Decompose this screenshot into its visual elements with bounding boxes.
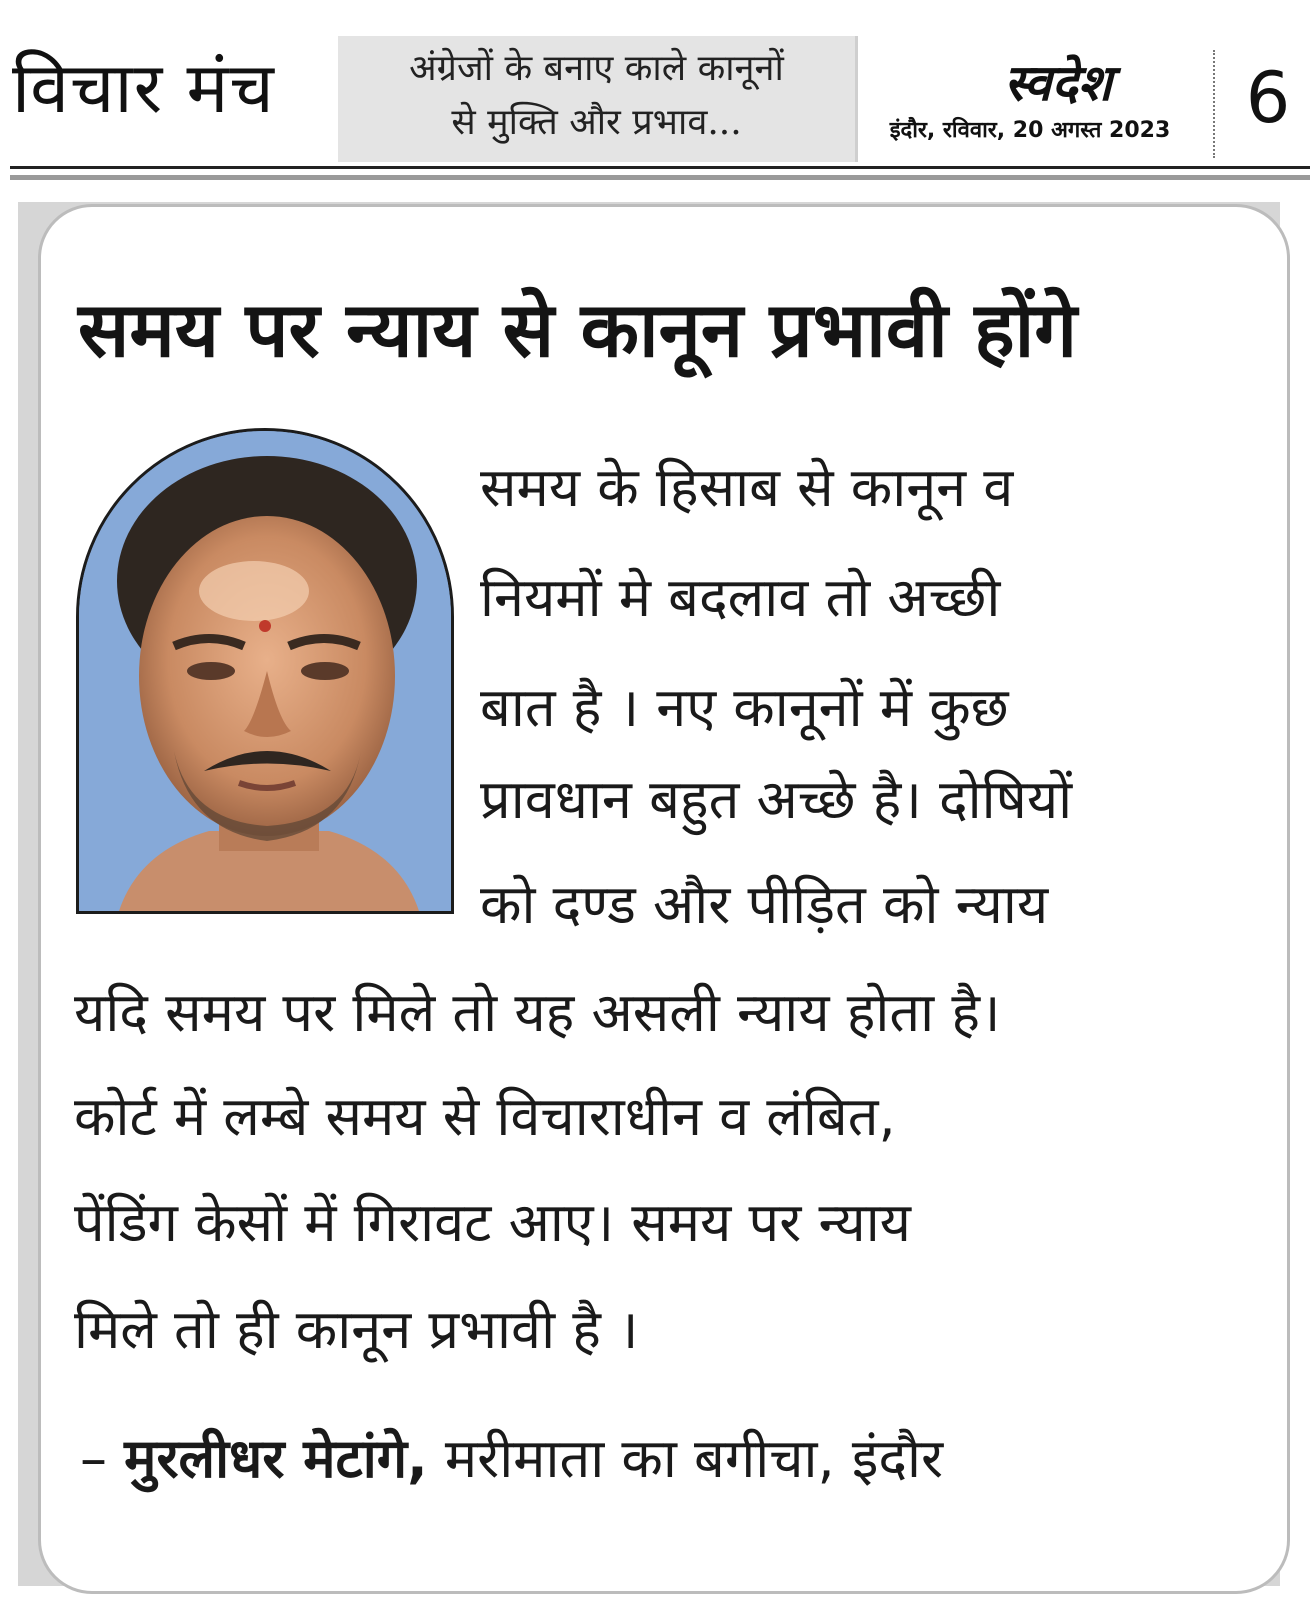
newspaper-logo [948,52,1168,110]
teaser-box[interactable] [338,36,858,162]
teaser-line: से मुक्ति और प्रभाव... [451,102,742,143]
logo-text: स्वदेश [1004,54,1112,110]
article-body-line: यदि समय पर मिले तो यह असली न्याय होता है। [74,981,1001,1044]
article-body-line: बात है । नए कानूनों में कुछ [480,676,1009,739]
article-body-line: मिले तो ही कानून प्रभावी है । [74,1298,639,1361]
article-body-line: नियमों मे बदलाव तो अच्छी [480,566,1001,629]
portrait-image [79,431,451,911]
article-body-line: को दण्ड और पीड़ित को न्याय [480,873,1049,936]
masthead [0,0,1310,190]
divider [1213,50,1215,158]
byline-author: मुरलीधर मेटांगे, [124,1427,428,1490]
article-body-line: पेंडिंग केसों में गिरावट आए। समय पर न्याय [74,1191,912,1254]
article-body-line: प्रावधान बहुत अच्छे है। दोषियों [480,768,1073,831]
article-body-line: कोर्ट में लम्बे समय से विचाराधीन व लंबित, [74,1085,896,1148]
page-number: 6 [1245,57,1291,139]
header-rule [10,166,1310,169]
dateline: इंदौर, रविवार, 20 अगस्त 2023 [889,118,1171,143]
section-title: विचार मंच [12,47,275,129]
headline: समय पर न्याय से कानून प्रभावी होंगे [78,285,1078,374]
author-photo [76,428,454,914]
byline [80,1404,943,1514]
byline-dash: – [80,1427,125,1490]
article-body-line: समय के हिसाब से कानून व [480,456,1014,519]
header-rule-thick [10,175,1310,180]
byline-location: मरीमाता का बगीचा, इंदौर [427,1427,944,1490]
teaser-line: अंग्रेजों के बनाए काले कानूनों [409,48,784,89]
